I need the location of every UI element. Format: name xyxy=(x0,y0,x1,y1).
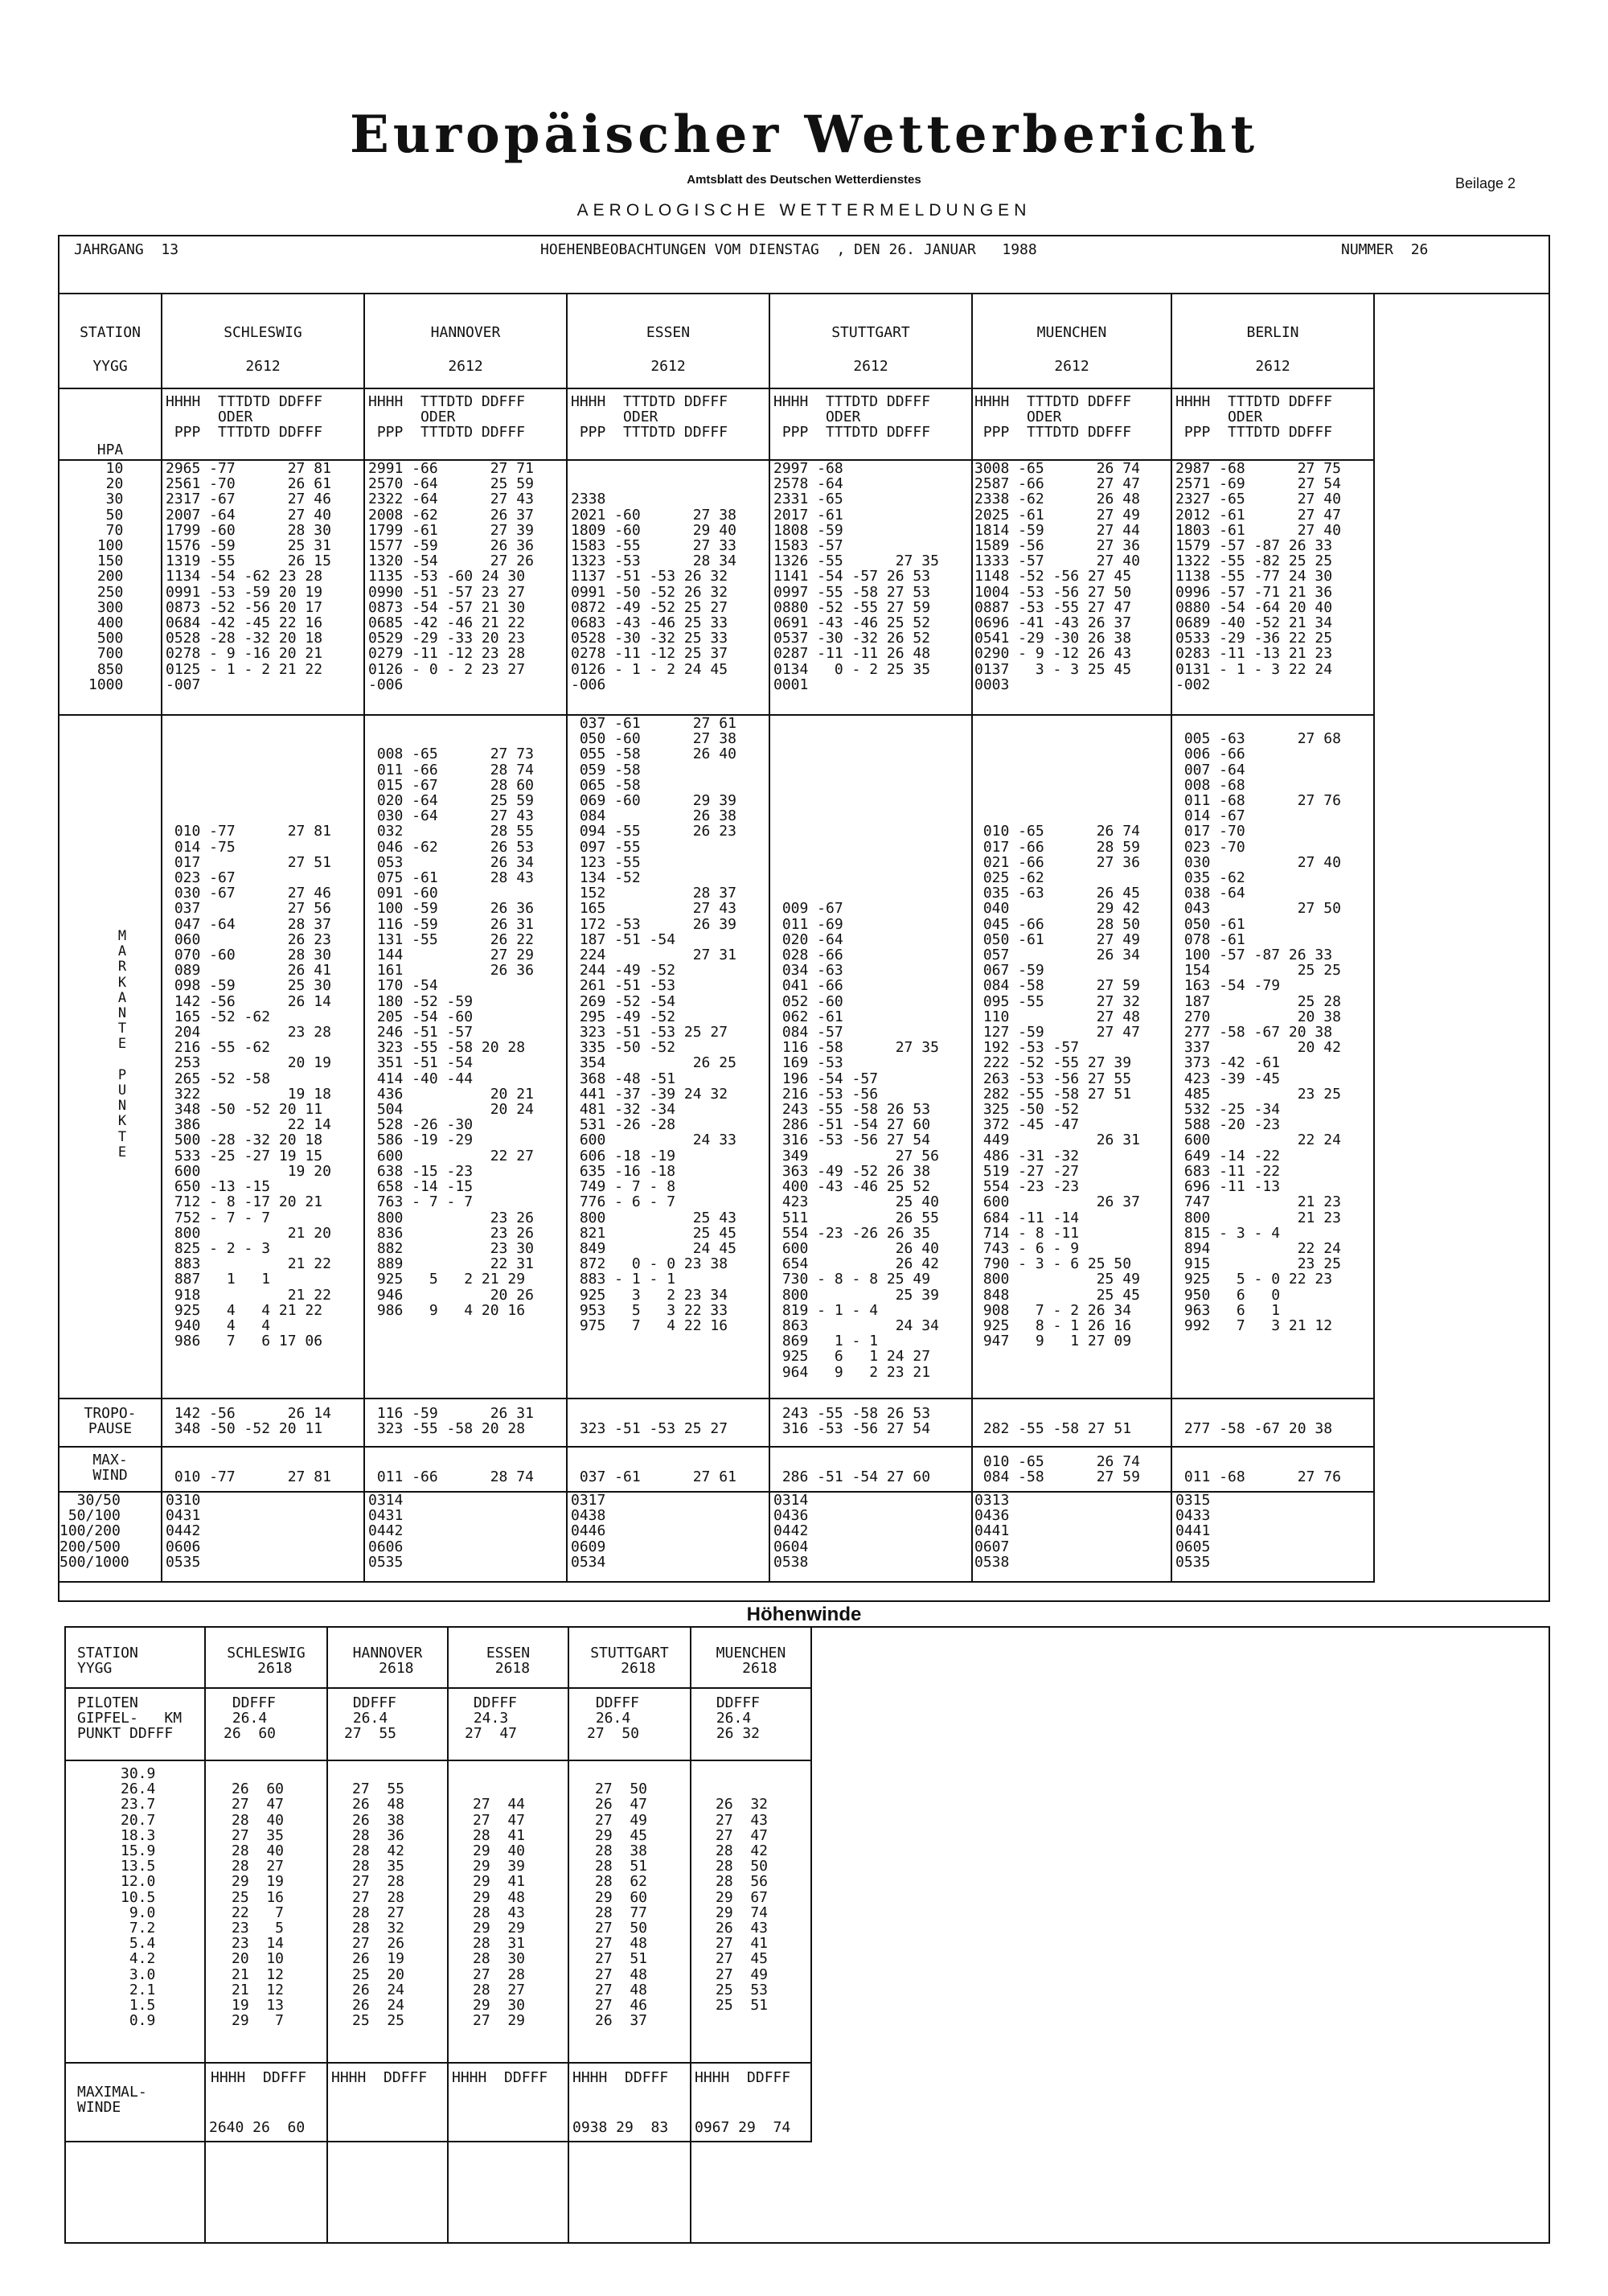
hw-max-header: HHHH DDFFF xyxy=(211,2070,307,2086)
max-wind: 010 -77 27 81 xyxy=(174,1468,331,1485)
hw-values: 26 60 27 47 28 40 27 35 28 40 28 27 29 19 25 16 22 7 23 5 23 14 20 10 21 12 21 12 19 13 29 7 xyxy=(232,1781,285,2029)
significant-levels: 009 -67 011 -69 020 -64 028 -66 034 -63 041 -66 052 -60 062 -61 084 -57 116 -58 27 35 169 -53 196 -54 -57 216 -53 -56 243 -55 -58 26 53 286 -51 -54 27 60 316 -53 -56 27 54 349 27 56 363 -49 -52 26 38 400 -43 -46 25 52 423 25 40 511 26 55 554 -23 -26 26 35 600 26 40 654 26 42 730 - 8 - 8 25 49 800 25 39 819 - 1 - 4 863 24 34 869 1 - 1 925 6 1 24 27 964 9 2 23 21 xyxy=(781,900,939,1380)
hw-gipfel: DDFFF 24.3 27 47 xyxy=(465,1695,518,1742)
yygg-label: YYGG xyxy=(92,359,128,375)
hw-gipfel: DDFFF 26.4 26 60 xyxy=(224,1695,277,1742)
max-wind: 011 -68 27 76 xyxy=(1183,1468,1341,1485)
standard-levels: 2338 2021 -60 27 38 1809 -60 29 40 1583 -55 27 33 1323 -53 28 34 1137 -51 -53 26 32 0991 -50 -52 26 32 0872 -49 -52 25 27 0683 -43 -46 25 33 0528 -30 -32 25 33 0278 -11 -12 25 37 0126 - 1 - 2 24 45 -006 xyxy=(571,491,736,693)
standard-levels: 2997 -68 2578 -64 2331 -65 2017 -61 1808 -59 1583 -57 1326 -55 27 35 1141 -54 -57 26 53 0997 -55 -58 27 53 0880 -52 -55 27 59 0691 -43 -46 25 52 0537 -30 -32 26 52 0287 -11 -11 26 48 0134 0 - 2 25 35 0001 xyxy=(773,461,939,693)
hw-values: 27 50 26 47 27 49 29 45 28 38 28 51 28 62 29 60 28 77 27 50 27 48 27 51 27 48 27 48 27 46 26 37 xyxy=(595,1781,648,2029)
standard-levels: 3008 -65 26 74 2587 -66 27 47 2338 -62 26 48 2025 -61 27 49 1814 -59 27 44 1589 -56 27 36 1333 -57 27 40 1148 -52 -56 27 45 1004 -53 -56 27 50 0887 -53 -55 27 47 0696 -41 -43 26 37 0541 -29 -30 26 38 0290 - 9 -12 26 43 0137 3 - 3 25 45 0003 xyxy=(974,461,1140,693)
station-name: HANNOVER xyxy=(430,325,501,341)
column-header: HHHH TTTDTD DDFFF ODER PPP TTTDTD DDFFF xyxy=(1175,394,1333,441)
hw-maxwinde: 0938 29 83 xyxy=(572,2120,669,2136)
significant-levels: 037 -61 27 61 050 -60 27 38 055 -58 26 40 059 -58 065 -58 069 -60 29 39 084 26 38 094 -55 26 23 097 -55 123 -55 134 -52 152 28 37 165 27 43 172 -53 26 39 187 -51 -54 224 27 31 244 -49 -52 261 -51 -53 269 -52 -54 295 -49 -52 323 -51 -53 25 27 335 -50 -52 354 26 25 368 -48 -51 441 -37 -39 24 32 481 -32 -34 531 -26 -28 600 24 33 606 -18 -19 635 -16 -18 749 - 7 - 8 776 - 6 - 7 800 25 43 821 25 45 849 24 45 872 0 - 0 23 38 883 - 1 - 1 925 3 2 23 34 953 5 3 22 33 975 7 4 22 16 xyxy=(579,716,736,1334)
hw-station-name: STUTTGART 2618 xyxy=(590,1645,669,1677)
hw-maxwinde: 0967 29 74 xyxy=(695,2120,791,2136)
wind-shear: 0313 0436 0441 0607 0538 xyxy=(974,1493,1010,1571)
station-name: SCHLESWIG xyxy=(224,325,302,341)
tropopause: 323 -51 -53 25 27 xyxy=(579,1420,728,1437)
hw-max-header: HHHH DDFFF xyxy=(572,2070,669,2086)
station-yygg: 2612 xyxy=(448,359,483,375)
significant-levels: 010 -65 26 74 017 -66 28 59 021 -66 27 36 025 -62 035 -63 26 45 040 29 42 045 -66 28 50 050 -61 27 49 057 26 34 067 -59 084 -58 27 59 095 -55 27 32 110 27 48 127 -59 27 47 192 -53 -57 222 -52 -55 27 39 263 -53 -56 27 55 282 -55 -58 27 51 325 -50 -52 372 -45 -47 449 26 31 486 -31 -32 519 -27 -27 554 -23 -23 600 26 37 684 -11 -14 714 - 8 -11 743 - 6 - 9 790 - 3 - 6 25 50 800 25 49 848 25 45 908 7 - 2 26 34 925 8 - 1 26 16 947 9 1 27 09 xyxy=(982,823,1140,1349)
hw-station-name: MUENCHEN 2618 xyxy=(716,1645,786,1677)
standard-levels: 2965 -77 27 81 2561 -70 26 61 2317 -67 27 46 2007 -64 27 40 1799 -60 28 30 1576 -59 25 31 1319 -55 26 15 1134 -54 -62 23 28 0991 -53 -59 20 19 0873 -52 -56 20 17 0684 -42 -45 22 16 0528 -28 -32 20 18 0278 - 9 -16 20 21 0125 - 1 - 2 21 22 -007 xyxy=(166,461,331,693)
hw-values: 27 44 27 47 28 41 29 40 29 39 29 41 29 48 28 43 29 29 28 31 28 30 27 28 28 27 29 30 27 29 xyxy=(473,1796,526,2029)
max-wind: 037 -61 27 61 xyxy=(579,1468,736,1485)
max-wind: 011 -66 28 74 xyxy=(376,1468,534,1485)
tropopause: 142 -56 26 14 348 -50 -52 20 11 xyxy=(174,1406,331,1437)
hw-gipfel: DDFFF 26.4 26 32 xyxy=(716,1695,761,1742)
hw-gipfel: DDFFF 26.4 27 55 xyxy=(344,1695,397,1742)
observation-date: HOEHENBEOBACHTUNGEN VOM DIENSTAG , DEN 26. JANUAR 1988 xyxy=(540,241,1037,258)
hw-piloten-label: PILOTEN GIPFEL- KM PUNKT DDFFF xyxy=(77,1695,183,1742)
significant-levels: 008 -65 27 73 011 -66 28 74 015 -67 28 60 020 -64 25 59 030 -64 27 43 032 28 55 046 -62 26 53 053 26 34 075 -61 28 43 091 -60 100 -59 26 36 116 -59 26 31 131 -55 26 22 144 27 29 161 26 36 170 -54 180 -52 -59 205 -54 -60 246 -51 -57 323 -55 -58 20 28 351 -51 -54 414 -40 -44 436 20 21 504 20 24 528 -26 -30 586 -19 -29 600 22 27 638 -15 -23 658 -14 -15 763 - 7 - 7 800 23 26 836 23 26 882 23 30 889 22 31 925 5 2 21 29 946 20 26 986 9 4 20 16 xyxy=(376,745,534,1318)
hw-gipfel: DDFFF 26.4 27 50 xyxy=(587,1695,640,1742)
station-name: STUTTGART xyxy=(831,325,910,341)
hw-values: 26 32 27 43 27 47 28 42 28 50 28 56 29 67 29 74 26 43 27 41 27 45 27 49 25 53 25 51 xyxy=(716,1796,769,2014)
column-header: HHHH TTTDTD DDFFF ODER PPP TTTDTD DDFFF xyxy=(773,394,931,441)
newspaper-title: Europäischer Wetterbericht xyxy=(350,105,1258,165)
hw-max-header: HHHH DDFFF xyxy=(695,2070,791,2086)
station-yygg: 2612 xyxy=(650,359,686,375)
wind-shear: 0315 0433 0441 0605 0535 xyxy=(1175,1493,1211,1571)
hw-heights: 30.9 26.4 23.7 20.7 18.3 15.9 13.5 12.0 10.5 9.0 7.2 5.4 4.2 3.0 2.1 1.5 0.9 xyxy=(121,1766,156,2029)
max-wind: 010 -65 26 74 084 -58 27 59 xyxy=(982,1454,1140,1485)
hw-max-header: HHHH DDFFF xyxy=(331,2070,428,2086)
wind-shear: 0310 0431 0442 0606 0535 xyxy=(166,1493,201,1571)
tropopause: 277 -58 -67 20 38 xyxy=(1183,1420,1333,1437)
column-header: HHHH TTTDTD DDFFF ODER PPP TTTDTD DDFFF xyxy=(974,394,1132,441)
maxwind-label: MAX- WIND xyxy=(92,1452,128,1484)
nummer: NUMMER 26 xyxy=(1341,241,1429,258)
station-name: ESSEN xyxy=(646,325,691,341)
subtitle: Amtsblatt des Deutschen Wetterdienstes xyxy=(687,173,921,187)
significant-levels: 005 -63 27 68 006 -66 007 -64 008 -68 011 -68 27 76 014 -67 017 -70 023 -70 030 27 40 035 -62 038 -64 043 27 50 050 -61 078 -61 100 -57 -87 26 33 154 25 25 163 -54 -79 187 25 28 270 20 38 277 -58 -67 20 38 337 20 42 373 -42 -61 423 -39 -45 485 23 25 532 -25 -34 588 -20 -23 600 22 24 649 -14 -22 683 -11 -22 696 -11 -13 747 21 23 800 21 23 815 - 3 - 4 894 22 24 915 23 25 925 5 - 0 22 23 950 6 0 963 6 1 992 7 3 21 12 xyxy=(1183,730,1341,1334)
standard-levels: 2991 -66 27 71 2570 -64 25 59 2322 -64 27 43 2008 -62 26 37 1799 -61 27 39 1577 -59 26 36 1320 -54 27 26 1135 -53 -60 24 30 0990 -51 -57 23 27 0873 -54 -57 21 30 0685 -42 -46 21 22 0529 -29 -33 20 23 0279 -11 -12 23 28 0126 - 0 - 2 23 27 -006 xyxy=(368,461,534,693)
hpa-label: HPA xyxy=(96,442,124,458)
max-wind: 286 -51 -54 27 60 xyxy=(781,1468,931,1485)
wind-shear: 0314 0436 0442 0604 0538 xyxy=(773,1493,809,1571)
wind-shear: 0317 0438 0446 0609 0534 xyxy=(571,1493,606,1571)
hw-values: 27 55 26 48 26 38 28 36 28 42 28 35 27 28 27 28 28 27 28 32 27 26 26 19 25 20 26 24 26 24 25 25 xyxy=(352,1781,405,2029)
station-yygg: 2612 xyxy=(853,359,888,375)
beilage-label: Beilage 2 xyxy=(1455,175,1516,191)
column-header: HHHH TTTDTD DDFFF ODER PPP TTTDTD DDFFF xyxy=(368,394,526,441)
standard-levels: 2987 -68 27 75 2571 -69 27 54 2327 -65 27 40 2012 -61 27 47 1803 -61 27 40 1579 -57 -87 26 33 1322 -55 -82 25 25 1138 -55 -77 24 30 0996 -57 -71 21 36 0880 -54 -64 20 40 0689 -40 -52 21 34 0533 -29 -36 22 25 0283 -11 -13 21 23 0131 - 1 - 3 22 24 -002 xyxy=(1175,461,1341,693)
jahrgang: JAHRGANG 13 xyxy=(74,241,179,258)
tropopause-label: TROPO- PAUSE xyxy=(84,1406,137,1437)
hw-station-name: HANNOVER 2618 xyxy=(352,1645,423,1677)
shear-labels: 30/50 50/100 100/200 200/500 500/1000 xyxy=(59,1493,129,1571)
wind-shear: 0314 0431 0442 0606 0535 xyxy=(368,1493,404,1571)
column-header: HHHH TTTDTD DDFFF ODER PPP TTTDTD DDFFF xyxy=(166,394,323,441)
markante-punkte-label: M A R K A N T E P U N K T E xyxy=(117,928,127,1160)
significant-levels: 010 -77 27 81 014 -75 017 27 51 023 -67 030 -67 27 46 037 27 56 047 -64 28 37 060 26 23 070 -60 28 30 089 26 41 098 -59 25 30 142 -56 26 14 165 -52 -62 204 23 28 216 -55 -62 253 20 19 265 -52 -58 322 19 18 348 -50 -52 20 11 386 22 14 500 -28 -32 20 18 533 -25 -27 19 15 600 19 20 650 -13 -15 712 - 8 -17 20 21 752 - 7 - 7 800 21 20 825 - 2 - 3 883 21 22 887 1 1 918 21 22 925 4 4 21 22 940 4 4 986 7 6 17 06 xyxy=(174,823,331,1349)
station-yygg: 2612 xyxy=(1255,359,1290,375)
hw-maximal-label: MAXIMAL- WINDE xyxy=(77,2084,147,2116)
station-yygg: 2612 xyxy=(1054,359,1089,375)
tropopause: 243 -55 -58 26 53 316 -53 -56 27 54 xyxy=(781,1406,931,1437)
hw-station-name: ESSEN 2618 xyxy=(486,1645,531,1677)
station-name: MUENCHEN xyxy=(1036,325,1107,341)
hw-maxwinde: 2640 26 60 xyxy=(209,2120,306,2136)
column-header: HHHH TTTDTD DDFFF ODER PPP TTTDTD DDFFF xyxy=(571,394,728,441)
section-title: AEROLOGISCHE WETTERMELDUNGEN xyxy=(576,201,1032,220)
hw-station-name: SCHLESWIG 2618 xyxy=(227,1645,306,1677)
tropopause: 282 -55 -58 27 51 xyxy=(982,1420,1132,1437)
station-yygg: 2612 xyxy=(245,359,281,375)
hw-station-label: STATION YYGG xyxy=(77,1645,138,1677)
hpa-levels: 10 20 30 50 70 100 150 200 250 300 400 500 700 850 1000 xyxy=(88,461,124,693)
hoehenwinde-title: Höhenwinde xyxy=(746,1604,862,1625)
station-label: STATION xyxy=(80,325,141,341)
tropopause: 116 -59 26 31 323 -55 -58 20 28 xyxy=(376,1406,534,1437)
station-name: BERLIN xyxy=(1246,325,1299,341)
hw-max-header: HHHH DDFFF xyxy=(452,2070,548,2086)
